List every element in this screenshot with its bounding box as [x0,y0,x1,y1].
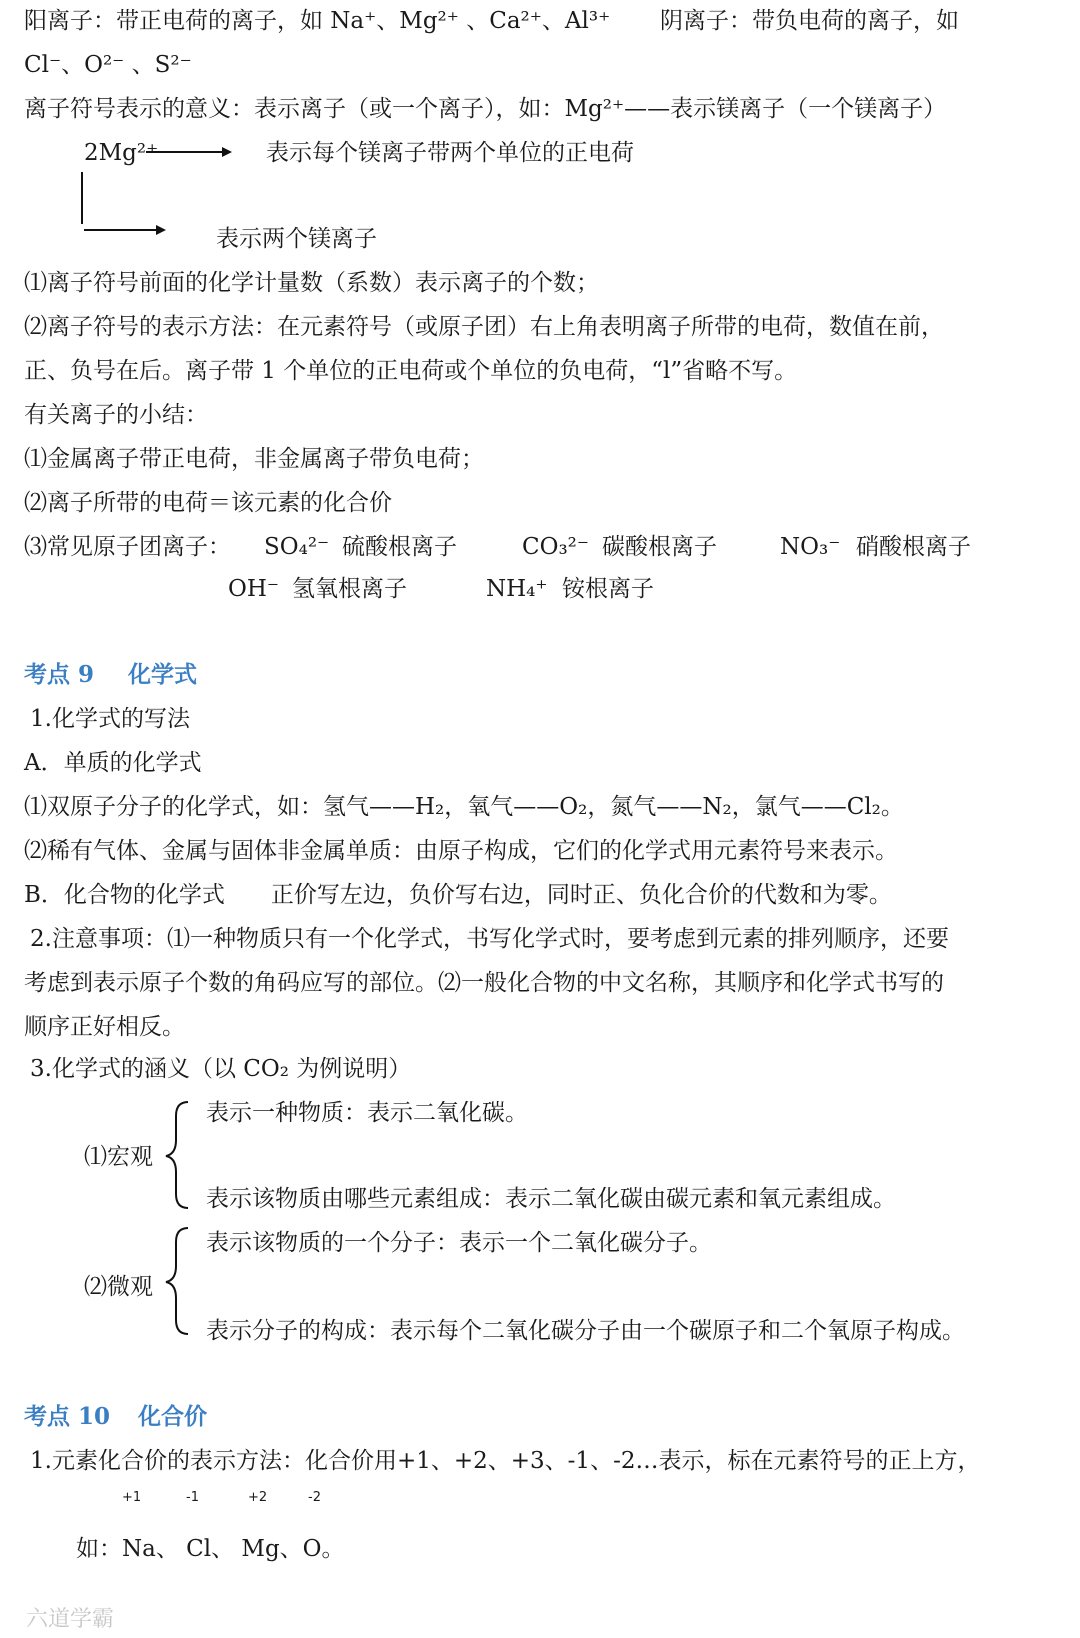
macro-meaning-2: 表示该物质由哪些元素组成：表示二氧化碳由碳元素和氧元素组成。 [206,1186,896,1212]
notes-line-3: 顺序正好相反。 [24,1014,185,1040]
section-9-heading [24,660,197,690]
compound-formula: B．化合物的化学式 正价写左边，负价写右边，同时正、负化合价的代数和为零。 [24,882,892,908]
section-9-label: 考点 9 [24,661,95,688]
macro-meaning-1: 表示一种物质：表示二氧化碳。 [206,1100,528,1126]
valence-example: 如：Na、 Cl、 Mg、O。 [76,1536,345,1562]
valence-mark: -1 [186,1490,199,1505]
formula-meaning-title: 3.化学式的涵义（以 CO₂ 为例说明） [30,1056,412,1082]
notes-line-2: 考虑到表示原子个数的角码应写的部位。⑵一般化合物的中文名称，其顺序和化学式书写的 [24,970,944,996]
cation-line: 阳离子：带正电荷的离子，如 Na⁺、Mg²⁺ 、Ca²⁺、Al³⁺ [24,8,611,34]
radical-name: 碳酸根离子 [602,534,717,560]
ion-rule-2b: 正、负号在后。离子带 1 个单位的正电荷或个单位的负电荷，“l”省略不写。 [24,358,798,384]
valence-representation: 1.元素化合价的表示方法：化合价用+1、+2、+3、-1、-2…表示，标在元素符号的正上方， [30,1448,981,1474]
radical-name: 氢氧根离子 [292,576,407,602]
radical-formula: OH⁻ [228,576,280,602]
ion-summary-title: 有关离子的小结： [24,402,208,428]
micro-meaning-2: 表示分子的构成：表示每个二氧化碳分子由一个碳原子和二个氧原子构成。 [206,1318,965,1344]
macro-label: ⑴宏观 [84,1144,153,1170]
element-formula-title: A．单质的化学式 [24,750,202,776]
radical-name: 硫酸根离子 [342,534,457,560]
valence-mark: +1 [122,1490,142,1505]
micro-meaning-1: 表示该物质的一个分子：表示一个二氧化碳分子。 [206,1230,712,1256]
watermark: 六道学霸 [26,1607,115,1632]
section-10-title: 化合价 [138,1403,208,1430]
formula-writing-title: 1.化学式的写法 [30,706,190,732]
diagram-top-text: 表示每个镁离子带两个单位的正电荷 [266,140,634,166]
valence-mark: +2 [248,1490,268,1505]
ion-rule-2a: ⑵离子符号的表示方法：在元素符号（或原子团）右上角表明离子所带的电荷，数值在前， [24,314,944,340]
radical-formula: CO₃²⁻ [522,534,590,560]
micro-label: ⑵微观 [84,1274,153,1300]
radical-formula: SO₄²⁻ [264,534,330,560]
diagram-symbol: 2Mg²⁺ [84,140,159,166]
notes-line-1: 2.注意事项：⑴一种物质只有一个化学式，书写化学式时，要考虑到元素的排列顺序，还要 [30,926,949,952]
valence-mark: -2 [308,1490,321,1505]
ion-summary-3-label: ⑶常见原子团离子： [24,534,231,560]
radical-formula: NO₃⁻ [780,534,841,560]
anion-line: 阴离子：带负电荷的离子，如 [660,8,959,34]
section-10-heading [24,1402,207,1432]
radical-formula: NH₄⁺ [486,576,548,602]
ion-summary-1: ⑴金属离子带正电荷，非金属离子带负电荷； [24,446,484,472]
section-10-label: 考点 10 [24,1403,111,1430]
element-formula-2: ⑵稀有气体、金属与固体非金属单质：由原子构成，它们的化学式用元素符号来表示。 [24,838,898,864]
radical-name: 铵根离子 [562,576,654,602]
anion-examples: Cl⁻、O²⁻ 、S²⁻ [24,52,192,78]
ion-summary-2: ⑵离子所带的电荷＝该元素的化合价 [24,490,392,516]
section-9-title: 化学式 [128,661,198,688]
ion-rule-1: ⑴离子符号前面的化学计量数（系数）表示离子的个数； [24,270,599,296]
diagram-bottom-text: 表示两个镁离子 [216,226,377,252]
element-formula-1: ⑴双原子分子的化学式，如：氢气——H₂，氧气——O₂，氮气——N₂，氯气——Cl₂。 [24,794,904,820]
ion-meaning: 离子符号表示的意义：表示离子（或一个离子），如：Mg²⁺——表示镁离子（一个镁离子） [24,96,947,122]
radical-name: 硝酸根离子 [856,534,971,560]
